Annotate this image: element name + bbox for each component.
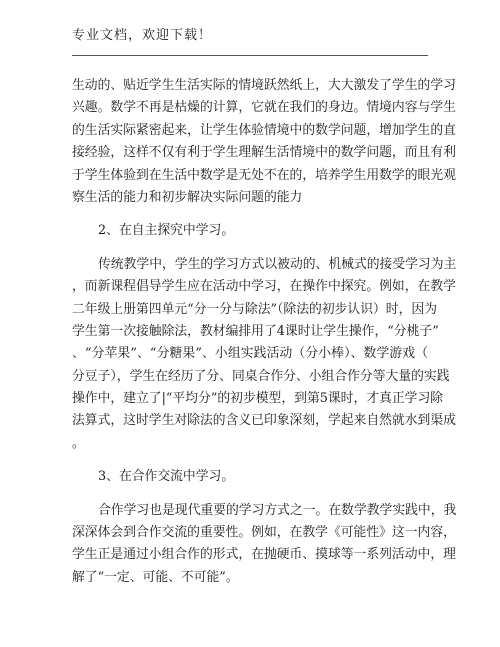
text-line: 操作中，建立了|“平均分”的初步模型，到第5课时，才真正学习除: [72, 391, 444, 407]
section-heading-3: 3、在合作交流中学习。: [98, 469, 235, 485]
text-line: 。: [72, 435, 85, 451]
text-line: 学生正是通过小组合作的形式，在抛硬币、摸球等一系列活动中，理: [72, 547, 456, 563]
text-line: 于学生体验到在生活中数学是无处不在的，培养学生用数学的眼光观: [72, 167, 456, 183]
header-divider: [72, 55, 428, 56]
text-line: 法算式，这时学生对除法的含义已印象深刻，学起来自然就水到渠成: [72, 413, 456, 429]
text-line: 解了“一定、可能、不可能”。: [72, 569, 239, 585]
text-line: 、“分苹果”、“分糖果”、小组实践活动（分小棒）、数学游戏（: [72, 346, 428, 362]
text-line: 传统教学中，学生的学习方式以被动的、机械式的接受学习为主: [98, 256, 457, 272]
text-line: 二年级上册第四单元“分一分与除法”（除法的初步认识）时，因为: [72, 301, 437, 317]
text-line: ，而新课程倡导学生应在活动中学习，在操作中探究。例如，在教学: [72, 279, 456, 295]
text-line: 合作学习也是现代重要的学习方式之一。在数学教学实践中，我: [98, 502, 457, 518]
document-body: [72, 75, 457, 589]
section-heading-2: 2、在自主探究中学习。: [98, 223, 235, 239]
paragraph-3: [72, 500, 457, 590]
text-line: 生动的、贴近学生生活实际的情境跃然纸上，大大激发了学生的学习: [72, 78, 456, 93]
paragraph-1: [72, 75, 456, 209]
text-line: 的生活实际紧密起来，让学生体验情境中的数学问题，增加学生的直: [72, 122, 456, 138]
text-line: 兴趣。数学不再是枯燥的计算，它就在我们的身边。情境内容与学生: [72, 100, 456, 116]
text-line: 深深体会到合作交流的重要性。例如，在教学《可能性》这一内容，: [72, 525, 456, 541]
text-line: 分豆子），学生在经历了分、同桌合作分、小组合作分等大量的实践: [72, 368, 450, 384]
text-line: 察生活的能力和初步解决实际问题的能力: [72, 189, 303, 205]
text-line: 接经验，这样不仅有利于学生理解生活情境中的数学问题，而且有利: [72, 145, 456, 161]
paragraph-2: [72, 254, 457, 456]
page-header: 专业文档，欢迎下载！: [72, 28, 213, 43]
text-line: 学生第一次接触除法，教材编排用了4课时让学生操作，“分桃子”: [72, 323, 439, 339]
